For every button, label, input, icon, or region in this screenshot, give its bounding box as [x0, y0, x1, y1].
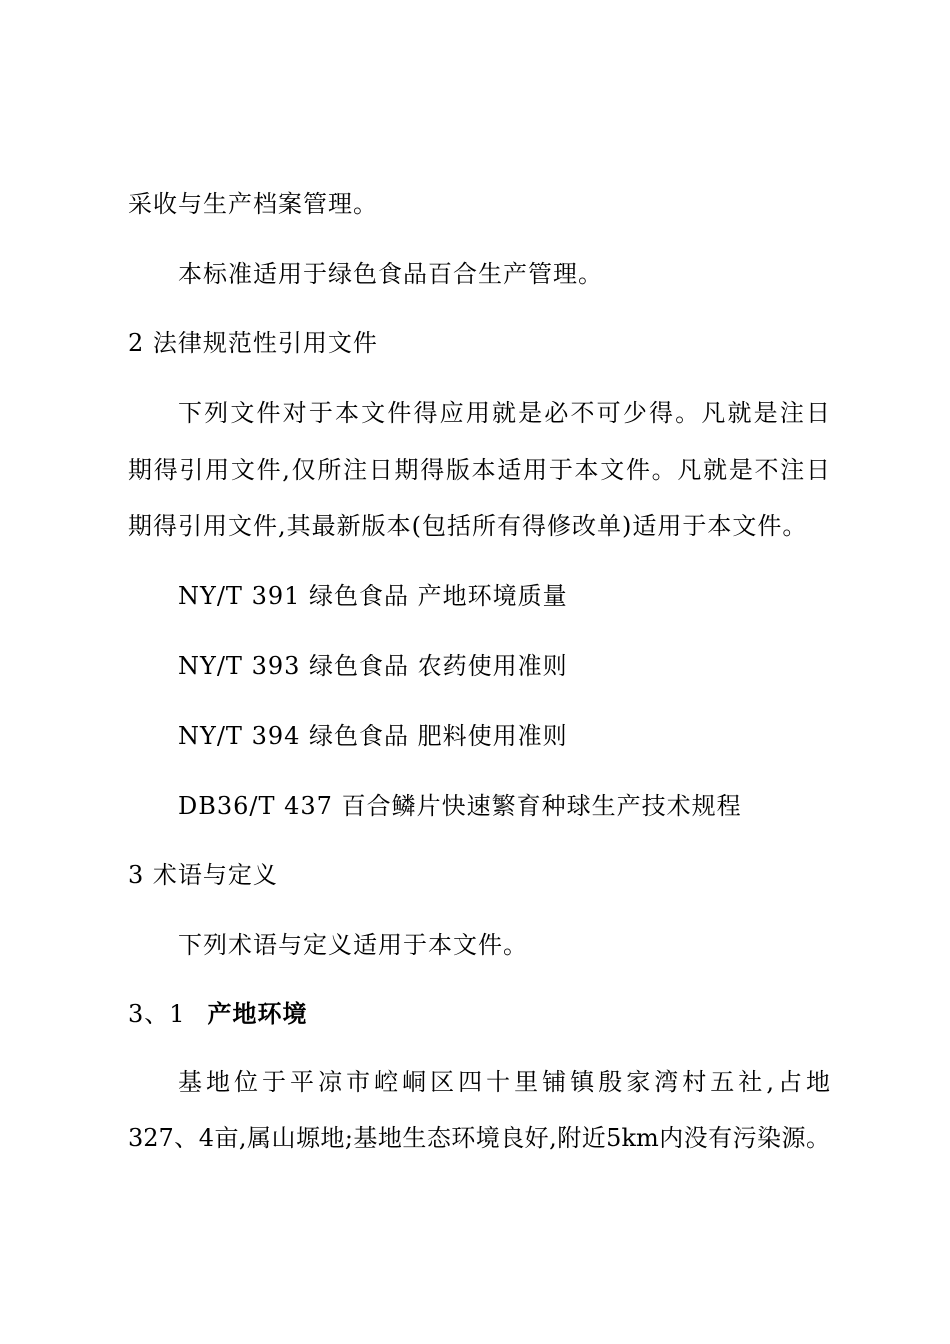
- paragraph-references-line-1: 下列文件对于本文件得应用就是必不可少得。凡就是注日: [178, 399, 830, 427]
- paragraph-terms-intro: 下列术语与定义适用于本文件。: [178, 931, 528, 959]
- paragraph-references-line-3: 期得引用文件,其最新版本(包括所有得修改单)适用于本文件。: [128, 512, 808, 540]
- paragraph-environment-line-2: 327、4亩,属山塬地;基地生态环境良好,附近5km内没有污染源。: [128, 1124, 830, 1152]
- reference-item: NY/T 394 绿色食品 肥料使用准则: [178, 722, 568, 750]
- paragraph-environment-line-1: 基地位于平凉市崆峒区四十里铺镇殷家湾村五社,占地: [178, 1068, 830, 1096]
- reference-item: NY/T 393 绿色食品 农药使用准则: [178, 652, 568, 680]
- heading-terms-definitions: 3 术语与定义: [128, 861, 278, 889]
- reference-item: DB36/T 437 百合鳞片快速繁育种球生产技术规程: [178, 792, 742, 820]
- section-title: 产地环境: [207, 999, 308, 1028]
- paragraph-applicability: 本标准适用于绿色食品百合生产管理。: [178, 260, 603, 288]
- heading-3-1: [128, 998, 308, 1030]
- section-number: 3、1: [128, 1000, 186, 1028]
- heading-normative-references: 2 法律规范性引用文件: [128, 329, 378, 357]
- paragraph-references-line-2: 期得引用文件,仅所注日期得版本适用于本文件。凡就是不注日: [128, 456, 830, 484]
- paragraph-scope-end: 采收与生产档案管理。: [128, 190, 378, 218]
- reference-item: NY/T 391 绿色食品 产地环境质量: [178, 582, 568, 610]
